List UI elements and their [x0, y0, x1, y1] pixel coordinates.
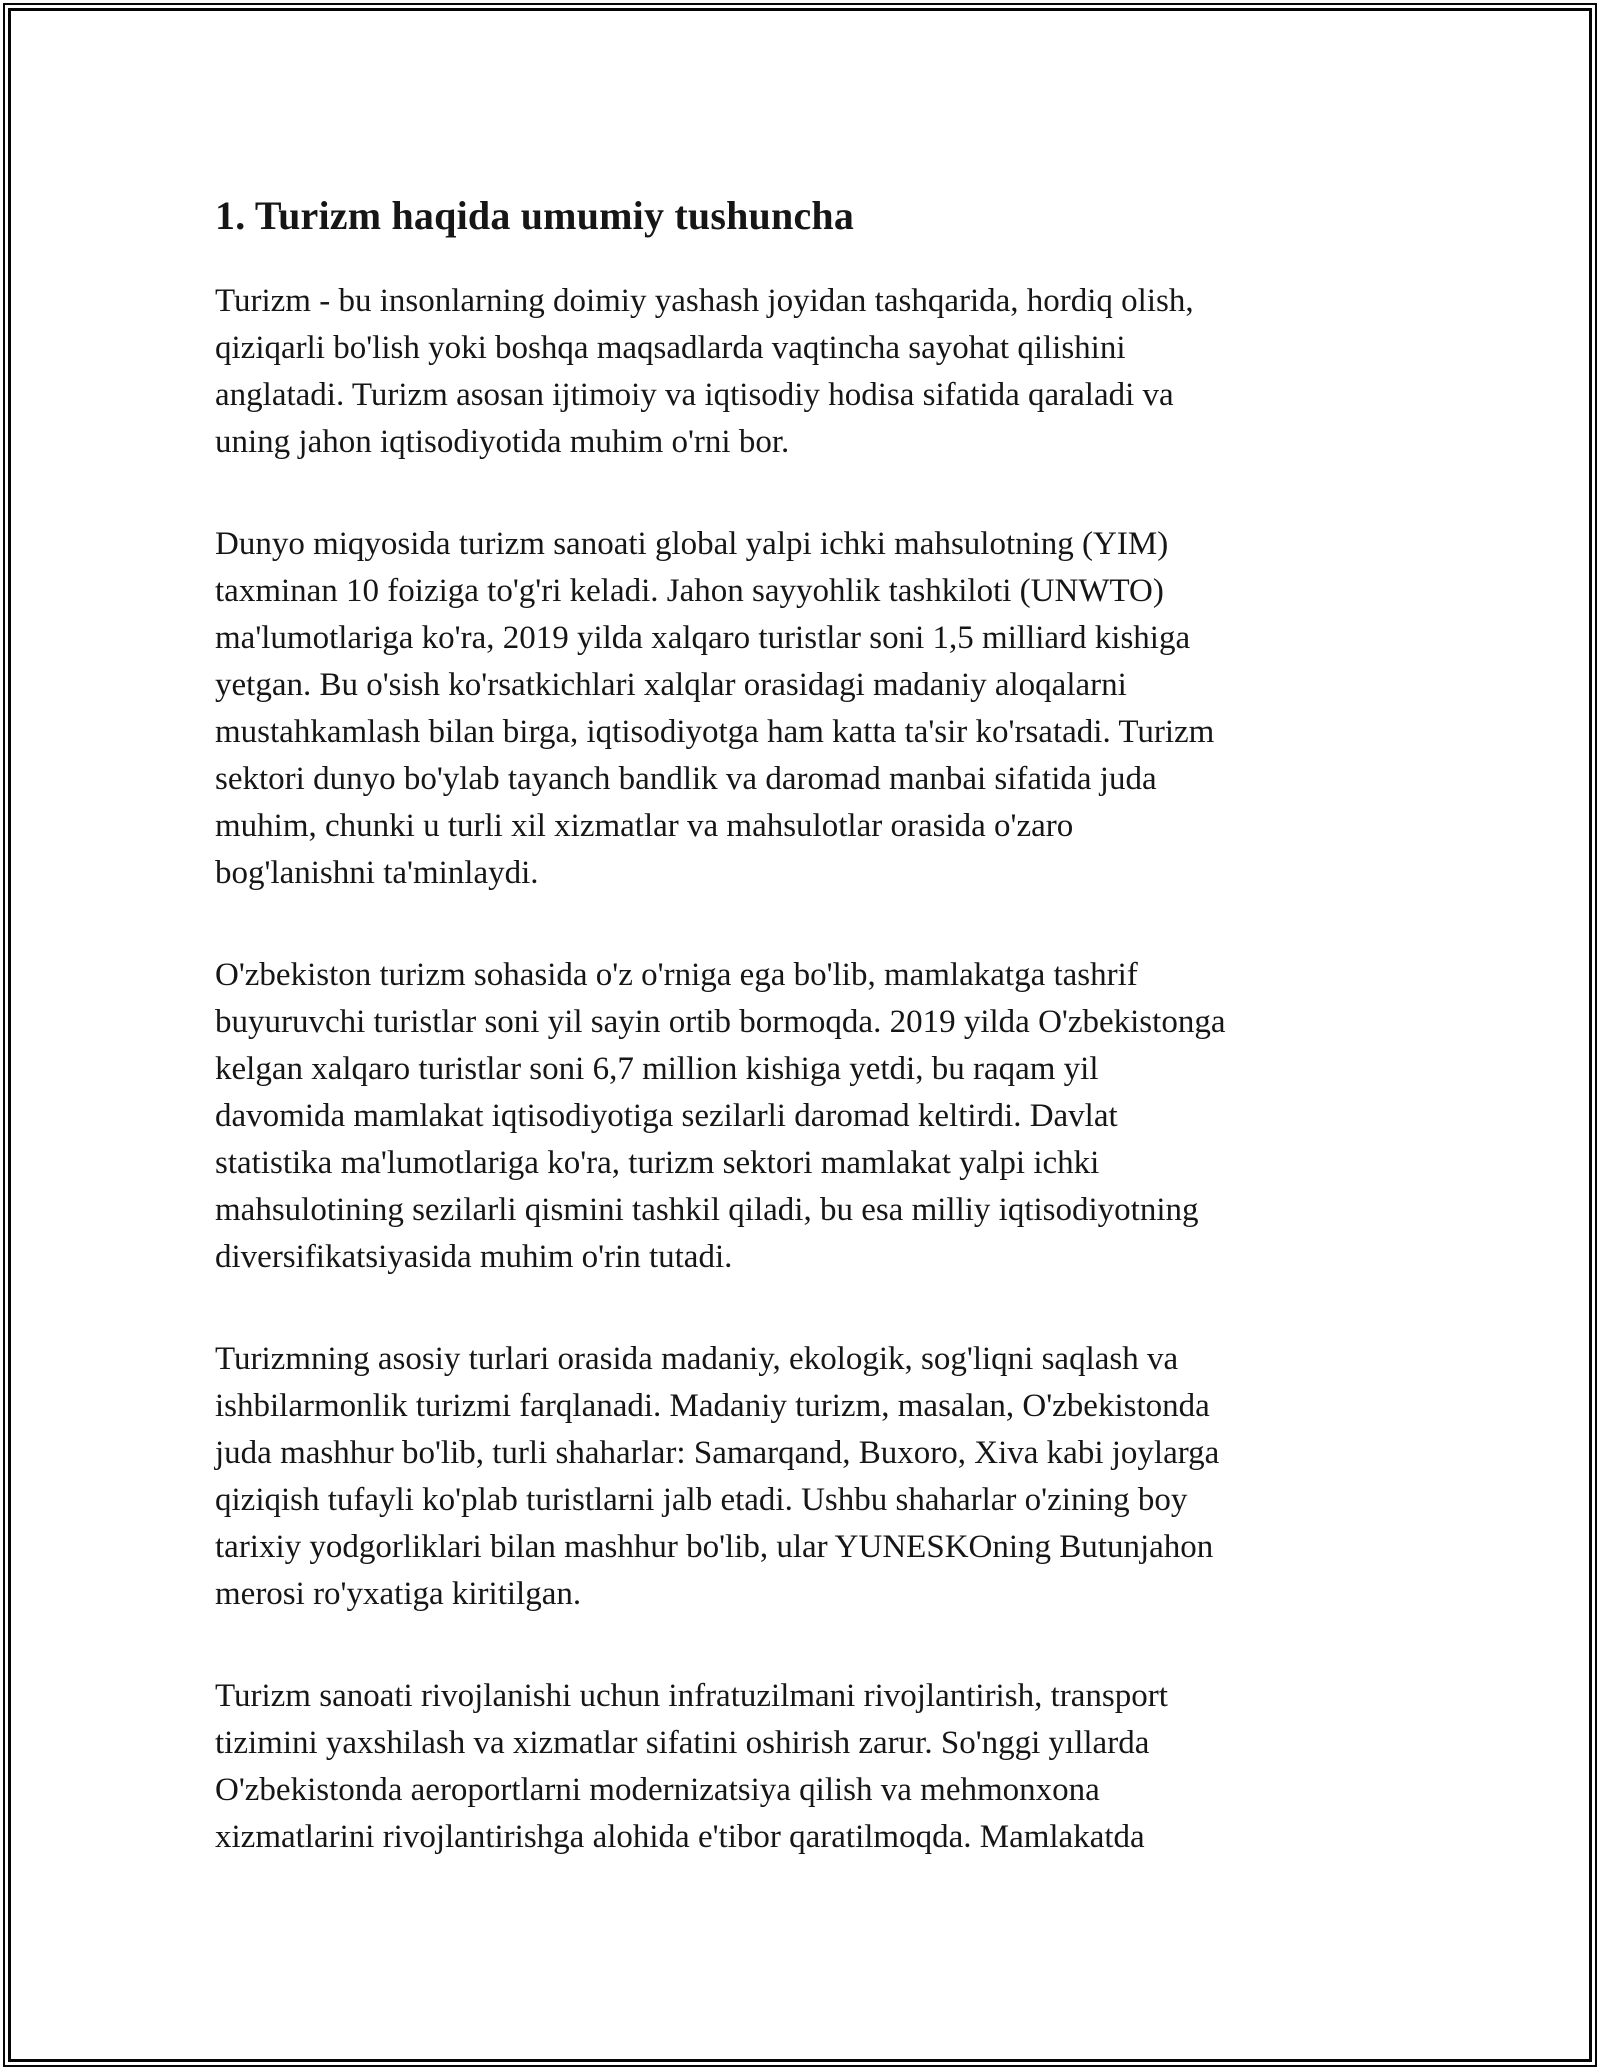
text-line: diversifikatsiyasida muhim o'rin tutadi.	[215, 1239, 733, 1275]
text-line: davomida mamlakat iqtisodiyotiga sezilarli daromad keltirdi. Davlat	[215, 1098, 1118, 1134]
paragraph	[215, 1673, 1405, 1861]
paragraph	[215, 1336, 1405, 1618]
text-line: kelgan xalqaro turistlar soni 6,7 million kishiga yetdi, bu raqam yil	[215, 1051, 1099, 1087]
text-line: Dunyo miqyosida turizm sanoati global yalpi ichki mahsulotning (YIM)	[215, 526, 1169, 562]
text-line: tizimini yaxshilash va xizmatlar sifatini oshirish zarur. So'nggi yıllarda	[215, 1725, 1150, 1761]
text-line: mahsulotining sezilarli qismini tashkil qiladi, bu esa milliy iqtisodiyotning	[215, 1192, 1199, 1228]
text-line: mustahkamlash bilan birga, iqtisodiyotga ham katta ta'sir ko'rsatadi. Turizm	[215, 714, 1215, 750]
text-line: buyuruvchi turistlar soni yil sayin ortib bormoqda. 2019 yilda O'zbekistonga	[215, 1004, 1226, 1040]
text-line: juda mashhur bo'lib, turli shaharlar: Samarqand, Buxoro, Xiva kabi joylarga	[215, 1435, 1220, 1471]
paragraph	[215, 521, 1405, 897]
text-line: Turizm sanoati rivojlanishi uchun infratuzilmani rivojlantirish, transport	[215, 1678, 1168, 1714]
text-line: Turizmning asosiy turlari orasida madaniy, ekologik, sog'liqni saqlash va	[215, 1341, 1179, 1377]
text-line: Turizm - bu insonlarning doimiy yashash joyidan tashqarida, hordiq olish,	[215, 283, 1194, 319]
text-line: uning jahon iqtisodiyotida muhim o'rni bor.	[215, 424, 790, 460]
text-line: ishbilarmonlik turizmi farqlanadi. Madaniy turizm, masalan, O'zbekistonda	[215, 1388, 1210, 1424]
text-line: tarixiy yodgorliklari bilan mashhur bo'lib, ular YUNESKOning Butunjahon	[215, 1529, 1214, 1565]
text-line: yetgan. Bu o'sish ko'rsatkichlari xalqlar orasidagi madaniy aloqalarni	[215, 667, 1127, 703]
document-content	[215, 190, 1405, 1861]
text-line: O'zbekistonda aeroportlarni modernizatsiya qilish va mehmonxona	[215, 1772, 1100, 1808]
text-line: qiziqarli bo'lish yoki boshqa maqsadlarda vaqtincha sayohat qilishini	[215, 330, 1126, 366]
text-line: merosi ro'yxatiga kiritilgan.	[215, 1576, 582, 1612]
text-line: qiziqish tufayli ko'plab turistlarni jalb etadi. Ushbu shaharlar o'zining boy	[215, 1482, 1188, 1518]
section-heading: 1. Turizm haqida umumiy tushuncha	[215, 193, 855, 238]
text-line: anglatadi. Turizm asosan ijtimoiy va iqtisodiy hodisa sifatida qaraladi va	[215, 377, 1174, 413]
text-line: xizmatlarini rivojlantirishga alohida e'tibor qaratilmoqda. Mamlakatda	[215, 1819, 1145, 1855]
text-line: ma'lumotlariga ko'ra, 2019 yilda xalqaro turistlar soni 1,5 milliard kishiga	[215, 620, 1191, 656]
paragraph	[215, 952, 1405, 1281]
text-line: muhim, chunki u turli xil xizmatlar va mahsulotlar orasida o'zaro	[215, 808, 1074, 844]
text-line: sektori dunyo bo'ylab tayanch bandlik va daromad manbai sifatida juda	[215, 761, 1157, 797]
text-line: taxminan 10 foiziga to'g'ri keladi. Jahon sayyohlik tashkiloti (UNWTO)	[215, 573, 1164, 609]
paragraph	[215, 278, 1405, 466]
text-line: bog'lanishni ta'minlaydi.	[215, 855, 539, 891]
text-line: O'zbekiston turizm sohasida o'z o'rniga ega bo'lib, mamlakatga tashrif	[215, 957, 1138, 993]
text-line: statistika ma'lumotlariga ko'ra, turizm sektori mamlakat yalpi ichki	[215, 1145, 1100, 1181]
